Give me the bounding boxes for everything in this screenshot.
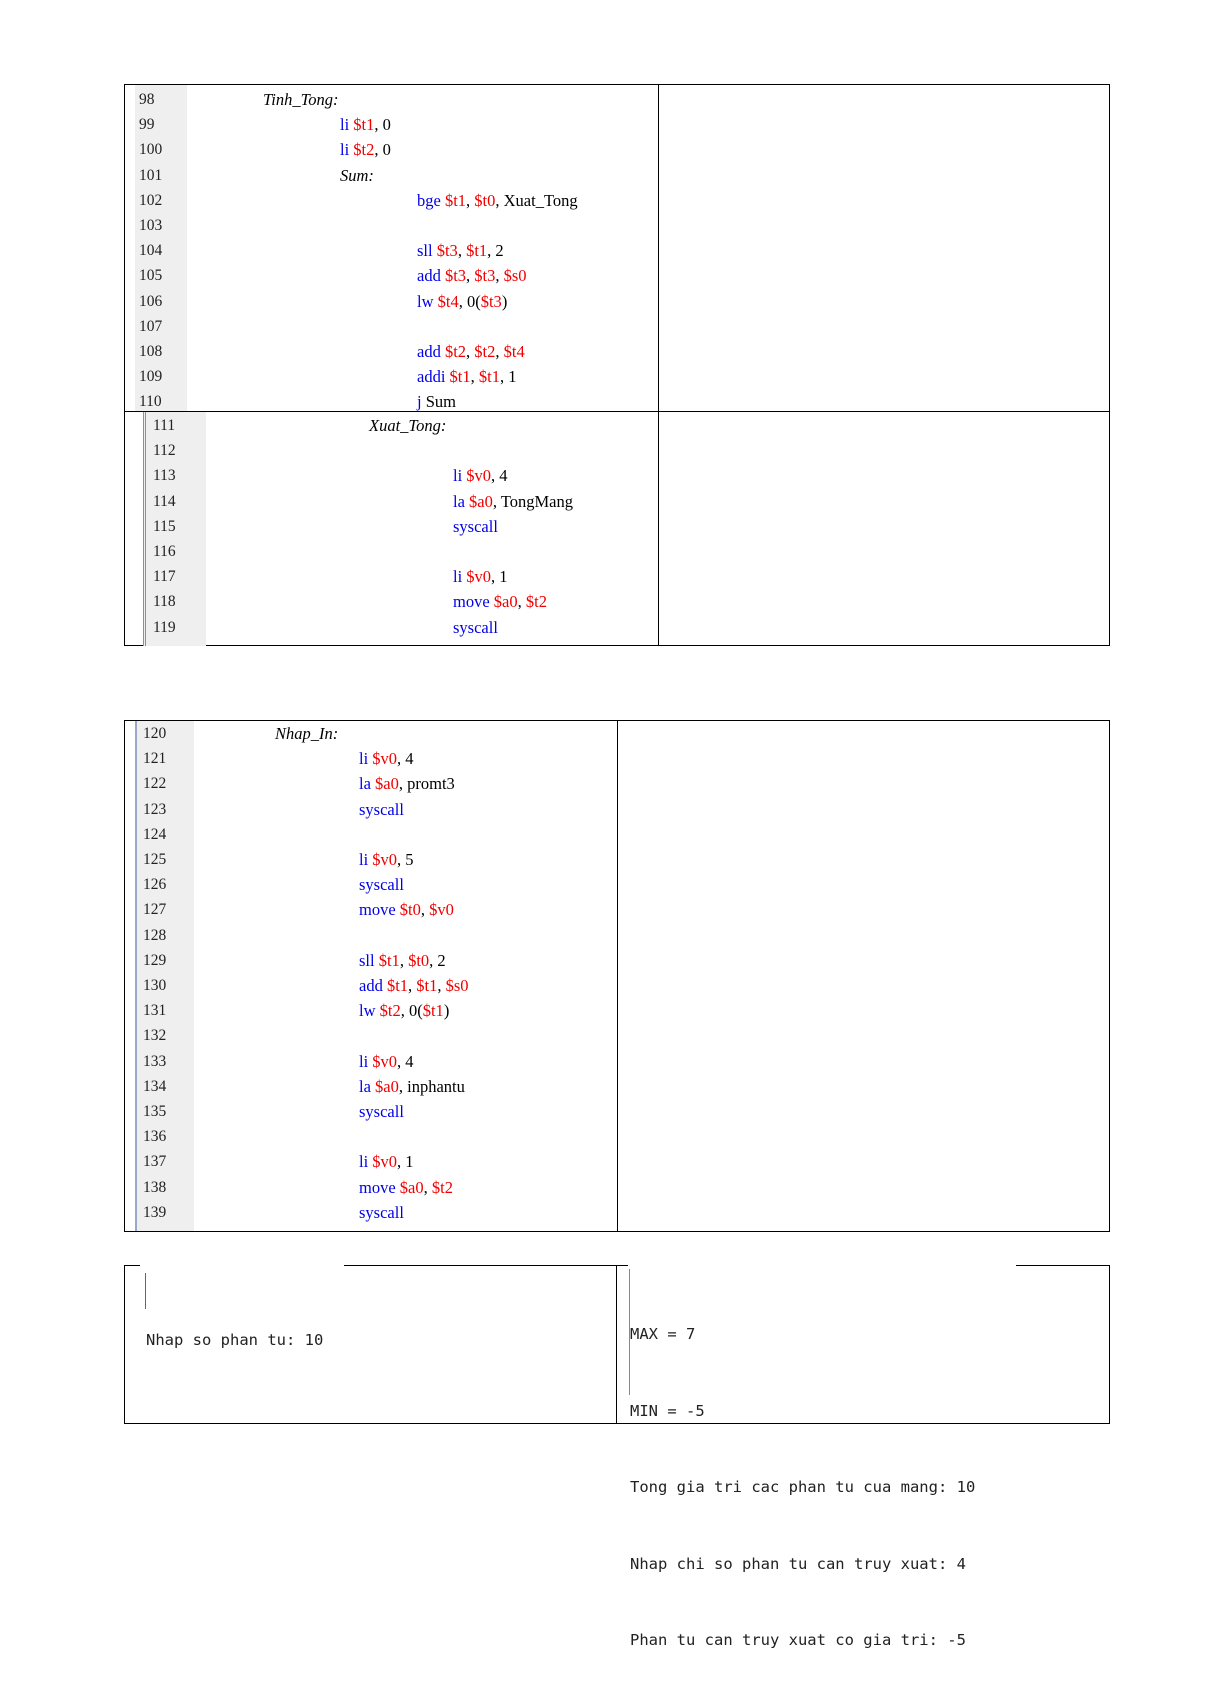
line-number: 130	[143, 977, 167, 994]
code-text	[359, 1175, 453, 1200]
code-token: , 4	[397, 749, 414, 769]
code-keyword: li	[340, 115, 350, 135]
code-line	[135, 314, 657, 339]
code-line	[135, 998, 616, 1023]
code-register: $v0	[429, 900, 454, 920]
code-text	[359, 872, 404, 897]
code-line	[143, 589, 657, 614]
code-register: $t3	[444, 266, 467, 286]
code-line	[135, 746, 616, 771]
code-token: ,	[517, 592, 526, 612]
code-text	[453, 514, 498, 539]
code-keyword: addi	[417, 367, 446, 387]
line-number: 139	[143, 1203, 167, 1221]
code-line	[135, 238, 657, 263]
code-register: $v0	[466, 466, 492, 486]
code-line	[135, 721, 616, 746]
line-number: 128	[143, 926, 167, 944]
line-number: 125	[143, 851, 167, 868]
code-token: , 1	[499, 367, 517, 387]
code-register: $t1	[353, 115, 375, 135]
code-register: $v0	[372, 1051, 398, 1071]
code-token: , 4	[491, 466, 508, 486]
code-text	[417, 339, 525, 364]
code-line	[135, 188, 657, 213]
line-number: 133	[143, 1052, 167, 1070]
line-number: 102	[139, 191, 163, 209]
line-number: 103	[139, 217, 163, 234]
line-number: 120	[143, 725, 167, 742]
code-keyword: bge	[417, 190, 441, 210]
code-text	[359, 973, 469, 998]
line-number: 107	[139, 317, 163, 335]
line-number: 100	[139, 141, 163, 159]
code-keyword: li	[340, 140, 350, 160]
line-number: 110	[139, 393, 162, 411]
code-token: ,	[495, 342, 504, 361]
code-line	[143, 489, 657, 514]
code-keyword: la	[453, 491, 465, 511]
code-text	[359, 1074, 465, 1099]
line-number: 111	[153, 417, 176, 434]
code-line	[135, 87, 657, 112]
code-token: , 0(	[458, 291, 481, 311]
code-register: $t4	[503, 342, 525, 361]
line-number: 114	[153, 492, 176, 510]
code-token: ,	[495, 266, 504, 286]
code-token: , 4	[397, 1051, 414, 1071]
code-register: $t0	[408, 950, 430, 970]
code-line	[135, 1200, 616, 1225]
console-line: MIN = -5	[630, 1401, 705, 1420]
line-number: 122	[143, 775, 167, 793]
code-text	[359, 746, 414, 771]
code-keyword: syscall	[359, 1202, 404, 1222]
console-output-right	[630, 1271, 975, 1705]
code-register: $t1	[444, 190, 467, 210]
code-line	[135, 1049, 616, 1074]
table-divider	[658, 85, 659, 645]
code-keyword: syscall	[359, 799, 404, 819]
line-number: 126	[143, 876, 167, 894]
code-token: , 0	[374, 140, 391, 160]
code-register: $t0	[399, 900, 421, 920]
code-token: , 0	[374, 115, 391, 135]
line-number: 104	[139, 242, 163, 260]
line-number: 137	[143, 1153, 167, 1171]
line-number: 131	[143, 1002, 167, 1020]
line-number: 106	[139, 292, 163, 310]
code-token: , 0(	[400, 1001, 423, 1021]
line-number: 124	[143, 825, 167, 843]
code-text	[369, 413, 446, 438]
code-token: )	[443, 1001, 450, 1021]
code-line	[143, 438, 657, 463]
code-register: $v0	[372, 1152, 398, 1172]
code-keyword: sll	[417, 241, 433, 261]
code-register: $t1	[466, 241, 488, 261]
code-register: $a0	[375, 1076, 399, 1096]
line-number: 115	[153, 517, 176, 535]
code-line	[135, 213, 657, 238]
code-keyword: sll	[359, 950, 375, 970]
line-number: 116	[153, 543, 176, 560]
code-register: $s0	[503, 266, 527, 286]
code-line	[135, 1023, 616, 1048]
code-text	[340, 163, 374, 188]
code-token: ,	[437, 976, 446, 995]
line-number: 127	[143, 901, 167, 919]
code-keyword: add	[417, 342, 441, 361]
code-register: $t1	[386, 976, 409, 995]
code-register: $a0	[375, 774, 399, 794]
code-token: ,	[466, 190, 475, 210]
code-register: $t4	[437, 291, 459, 311]
code-text	[417, 238, 504, 263]
line-number: 121	[143, 750, 167, 768]
code-register: $t2	[379, 1001, 401, 1021]
code-table-2	[124, 720, 1110, 1232]
code-register: $t1	[449, 367, 471, 387]
code-line	[135, 1124, 616, 1149]
code-text	[453, 589, 547, 614]
console-line: MAX = 7	[630, 1325, 696, 1343]
code-keyword: add	[417, 266, 441, 286]
code-text	[359, 948, 446, 973]
code-keyword: li	[359, 749, 369, 769]
line-number: 112	[153, 442, 176, 460]
code-keyword: la	[359, 1076, 371, 1096]
code-token: Sum	[421, 392, 456, 411]
code-register: $t3	[436, 241, 458, 261]
code-text	[453, 564, 508, 589]
code-line	[143, 514, 657, 539]
code-register: $t1	[478, 367, 500, 387]
code-register: $t1	[416, 976, 438, 995]
code-line	[135, 797, 616, 822]
code-line	[135, 137, 657, 162]
line-number: 135	[143, 1103, 167, 1120]
code-keyword: move	[453, 592, 490, 612]
line-number: 138	[143, 1178, 167, 1196]
code-keyword: syscall	[453, 516, 498, 536]
code-register: $t2	[525, 592, 547, 612]
line-number: 132	[143, 1027, 167, 1045]
code-token: ,	[420, 900, 430, 920]
code-text	[340, 137, 391, 162]
code-token: ,	[466, 342, 475, 361]
code-line	[135, 822, 616, 847]
line-number: 123	[143, 800, 167, 818]
code-line	[135, 923, 616, 948]
code-line	[135, 847, 616, 872]
line-number: 113	[153, 467, 176, 485]
code-keyword: move	[359, 900, 396, 920]
code-keyword: la	[359, 774, 371, 794]
code-token: )	[501, 291, 508, 311]
line-number: 109	[139, 368, 163, 386]
code-text	[417, 263, 527, 288]
line-number: 99	[139, 116, 155, 134]
code-register: $v0	[372, 850, 398, 869]
code-text	[359, 847, 414, 872]
code-token: ,	[408, 976, 417, 995]
code-token: , promt3	[398, 774, 455, 794]
code-token: , inphantu	[398, 1076, 465, 1096]
code-register: $t0	[474, 190, 496, 210]
code-text	[359, 1200, 404, 1225]
code-register: $v0	[466, 567, 492, 587]
code-text	[359, 998, 449, 1023]
code-text	[359, 1149, 414, 1174]
console-table	[124, 1265, 1110, 1649]
code-token: , Xuat_Tong	[495, 190, 578, 210]
code-token: ,	[457, 241, 467, 261]
code-label: Xuat_Tong:	[369, 416, 447, 435]
code-panel-tinh-tong	[135, 85, 657, 411]
code-line	[135, 112, 657, 137]
code-register: $v0	[372, 749, 398, 769]
line-number: 134	[143, 1077, 167, 1095]
code-text	[417, 289, 507, 314]
code-label: Nhap_In:	[275, 724, 339, 743]
code-line	[143, 564, 657, 589]
code-register: $t2	[353, 140, 375, 160]
console-line: Nhap so phan tu: 10	[146, 1331, 324, 1349]
code-line	[135, 263, 657, 288]
code-line	[143, 615, 657, 640]
code-keyword: j	[417, 392, 422, 411]
code-register: $t3	[474, 266, 496, 286]
table-divider	[617, 721, 618, 1231]
line-number: 118	[153, 593, 176, 611]
code-keyword: add	[359, 976, 383, 995]
code-keyword: li	[453, 567, 463, 587]
line-number: 108	[139, 343, 163, 360]
code-text	[359, 771, 455, 796]
code-text	[453, 615, 498, 640]
code-table-1	[124, 84, 1110, 646]
code-line	[135, 163, 657, 188]
table-divider	[616, 1265, 617, 1424]
code-token: ,	[399, 950, 409, 970]
code-keyword: lw	[359, 1001, 376, 1021]
code-keyword: syscall	[359, 1102, 404, 1121]
line-number: 101	[139, 166, 163, 184]
code-panel-nhap-in	[135, 721, 616, 1231]
code-text	[359, 797, 404, 822]
code-text	[359, 897, 454, 922]
code-token: , 5	[397, 850, 414, 869]
console-output-left	[146, 1277, 323, 1405]
line-number: 136	[143, 1128, 167, 1146]
code-text	[417, 389, 456, 411]
code-line	[135, 872, 616, 897]
line-number: 129	[143, 951, 167, 969]
code-line	[135, 364, 657, 389]
console-line: Tong gia tri cac phan tu cua mang: 10	[630, 1478, 976, 1496]
code-token: , 1	[397, 1152, 414, 1172]
code-line	[143, 539, 657, 564]
code-keyword: li	[359, 850, 369, 869]
line-number: 119	[153, 618, 176, 636]
code-text	[417, 364, 516, 389]
code-line	[135, 1175, 616, 1200]
code-text	[417, 188, 578, 213]
code-label: Sum:	[340, 165, 374, 185]
code-line	[135, 289, 657, 314]
code-register: $t2	[444, 342, 467, 361]
code-line	[135, 1099, 616, 1124]
code-text	[359, 1049, 414, 1074]
code-token: , 2	[429, 950, 446, 970]
code-panel-xuat-tong	[143, 412, 657, 646]
code-token: , 2	[487, 241, 504, 261]
code-register: $t2	[431, 1177, 453, 1197]
code-line	[135, 339, 657, 364]
code-keyword: li	[453, 466, 463, 486]
code-token: , 1	[491, 567, 508, 587]
code-text	[263, 87, 339, 112]
code-text	[359, 1099, 404, 1124]
code-line	[135, 973, 616, 998]
code-line	[135, 897, 616, 922]
code-token: ,	[423, 1177, 432, 1197]
code-register: $a0	[399, 1177, 424, 1197]
code-text	[340, 112, 391, 137]
code-register: $t1	[378, 950, 400, 970]
code-keyword: li	[359, 1152, 369, 1172]
code-keyword: lw	[417, 291, 434, 311]
code-line	[135, 771, 616, 796]
code-line	[135, 389, 657, 411]
code-keyword: li	[359, 1051, 369, 1071]
console-line: Phan tu can truy xuat co gia tri: -5	[630, 1631, 966, 1649]
code-text	[453, 463, 508, 488]
code-token: ,	[466, 266, 475, 286]
code-register: $t1	[422, 1001, 444, 1021]
line-number: 98	[139, 91, 155, 108]
code-line	[143, 463, 657, 488]
code-keyword: move	[359, 1177, 396, 1197]
code-keyword: syscall	[453, 617, 498, 637]
code-line	[135, 1074, 616, 1099]
code-register: $a0	[469, 491, 493, 511]
console-line: Nhap chi so phan tu can truy xuat: 4	[630, 1554, 966, 1573]
code-text	[275, 721, 338, 746]
code-register: $s0	[445, 976, 469, 995]
code-label: Tinh_Tong:	[263, 90, 339, 109]
code-register: $t3	[480, 291, 502, 311]
code-register: $t2	[474, 342, 496, 361]
code-line	[143, 413, 657, 438]
code-text	[453, 489, 573, 514]
line-number: 117	[153, 568, 176, 586]
code-register: $a0	[493, 592, 518, 612]
code-keyword: syscall	[359, 875, 404, 895]
code-line	[135, 948, 616, 973]
code-token: , TongMang	[492, 491, 573, 511]
code-line	[135, 1149, 616, 1174]
line-number: 105	[139, 267, 163, 285]
code-token: ,	[470, 367, 479, 387]
